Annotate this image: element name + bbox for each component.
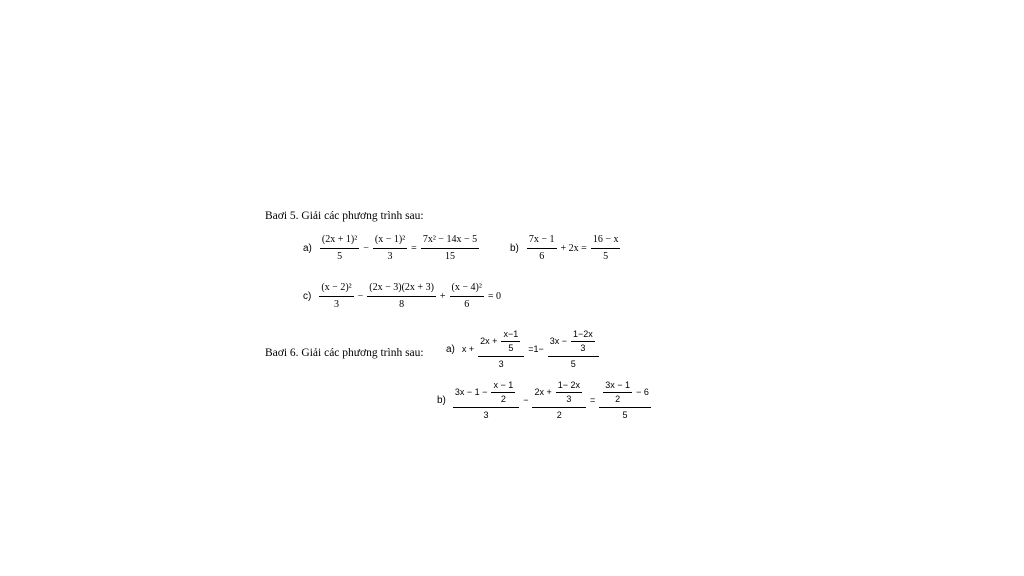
numerator	[532, 381, 586, 408]
bai5-equation-a	[303, 235, 481, 262]
term: − 6	[636, 387, 649, 397]
bai6-equation-a	[446, 330, 601, 369]
numerator: 3x − 1	[603, 381, 632, 393]
bai5-equation-c	[303, 283, 503, 310]
fraction	[591, 235, 621, 262]
fraction	[527, 235, 557, 262]
operator: =1−	[528, 344, 544, 354]
numerator: 7x² − 14x − 5	[421, 235, 479, 249]
operator: + 2x =	[560, 242, 587, 254]
numerator: x − 1	[491, 381, 515, 393]
denominator: 3	[498, 359, 504, 369]
fraction	[450, 283, 484, 310]
denominator: 3	[334, 299, 339, 310]
inner-fraction	[501, 330, 520, 353]
numerator: x−1	[501, 330, 520, 342]
denominator: 6	[539, 251, 545, 262]
denominator: 8	[399, 299, 405, 310]
operator: −	[357, 290, 364, 302]
operator: =	[411, 242, 417, 254]
denominator: 5	[570, 359, 576, 369]
numerator	[453, 381, 519, 408]
numerator: (x − 2)²	[319, 283, 353, 297]
denominator: 2	[500, 394, 506, 404]
operator: +	[439, 290, 446, 302]
outer-fraction	[478, 330, 524, 369]
denominator: 3	[580, 343, 586, 353]
fraction	[320, 235, 359, 262]
denominator: 3	[566, 394, 572, 404]
numerator: 16 − x	[591, 235, 621, 249]
bai5-c-label: c)	[303, 290, 312, 302]
term: 3x − 1 −	[454, 387, 488, 397]
fraction	[421, 235, 479, 262]
operator: x +	[461, 344, 475, 354]
numerator: (x − 4)²	[450, 283, 484, 297]
denominator: 2	[556, 410, 562, 420]
operator: −	[523, 395, 529, 405]
numerator: (x − 1)²	[373, 235, 407, 249]
denominator: 15	[444, 251, 455, 262]
fraction	[367, 283, 436, 310]
inner-fraction	[491, 381, 515, 404]
numerator	[548, 330, 599, 357]
inner-fraction	[556, 381, 582, 404]
numerator: (2x − 3)(2x + 3)	[367, 283, 436, 297]
bai5-heading: Baơi 5. Giải các phương trình sau:	[265, 210, 424, 222]
outer-fraction	[599, 381, 651, 420]
bai5-b-label: b)	[510, 242, 519, 254]
fraction	[319, 283, 353, 310]
numerator	[599, 381, 651, 408]
fraction	[373, 235, 407, 262]
outer-fraction	[532, 381, 586, 420]
bai6-heading: Baơi 6. Giải các phương trình sau:	[265, 347, 424, 359]
bai6-b-label: b)	[437, 394, 446, 406]
denominator: 5	[508, 343, 514, 353]
bai6-a-label: a)	[446, 343, 455, 355]
bai5-a-label: a)	[303, 242, 312, 254]
operator: =	[590, 395, 596, 405]
denominator: 5	[622, 410, 628, 420]
term: 3x −	[549, 336, 567, 346]
numerator	[478, 330, 524, 357]
denominator: 3	[483, 410, 489, 420]
operator: −	[363, 242, 369, 254]
denominator: 6	[464, 299, 470, 310]
denominator: 5	[603, 251, 609, 262]
inner-fraction	[603, 381, 632, 404]
inner-fraction	[571, 330, 595, 353]
bai5-equation-b	[510, 235, 622, 262]
bai6-equation-b	[437, 381, 653, 420]
outer-fraction	[548, 330, 599, 369]
numerator: 1− 2x	[556, 381, 582, 393]
denominator: 2	[615, 394, 621, 404]
numerator: (2x + 1)²	[320, 235, 359, 249]
denominator: 3	[387, 251, 393, 262]
denominator: 5	[337, 251, 343, 262]
outer-fraction	[453, 381, 519, 420]
term: 2x +	[534, 387, 552, 397]
numerator: 1−2x	[571, 330, 595, 342]
numerator: 7x − 1	[527, 235, 557, 249]
operator: = 0	[487, 290, 501, 302]
term: 2x +	[480, 336, 498, 346]
